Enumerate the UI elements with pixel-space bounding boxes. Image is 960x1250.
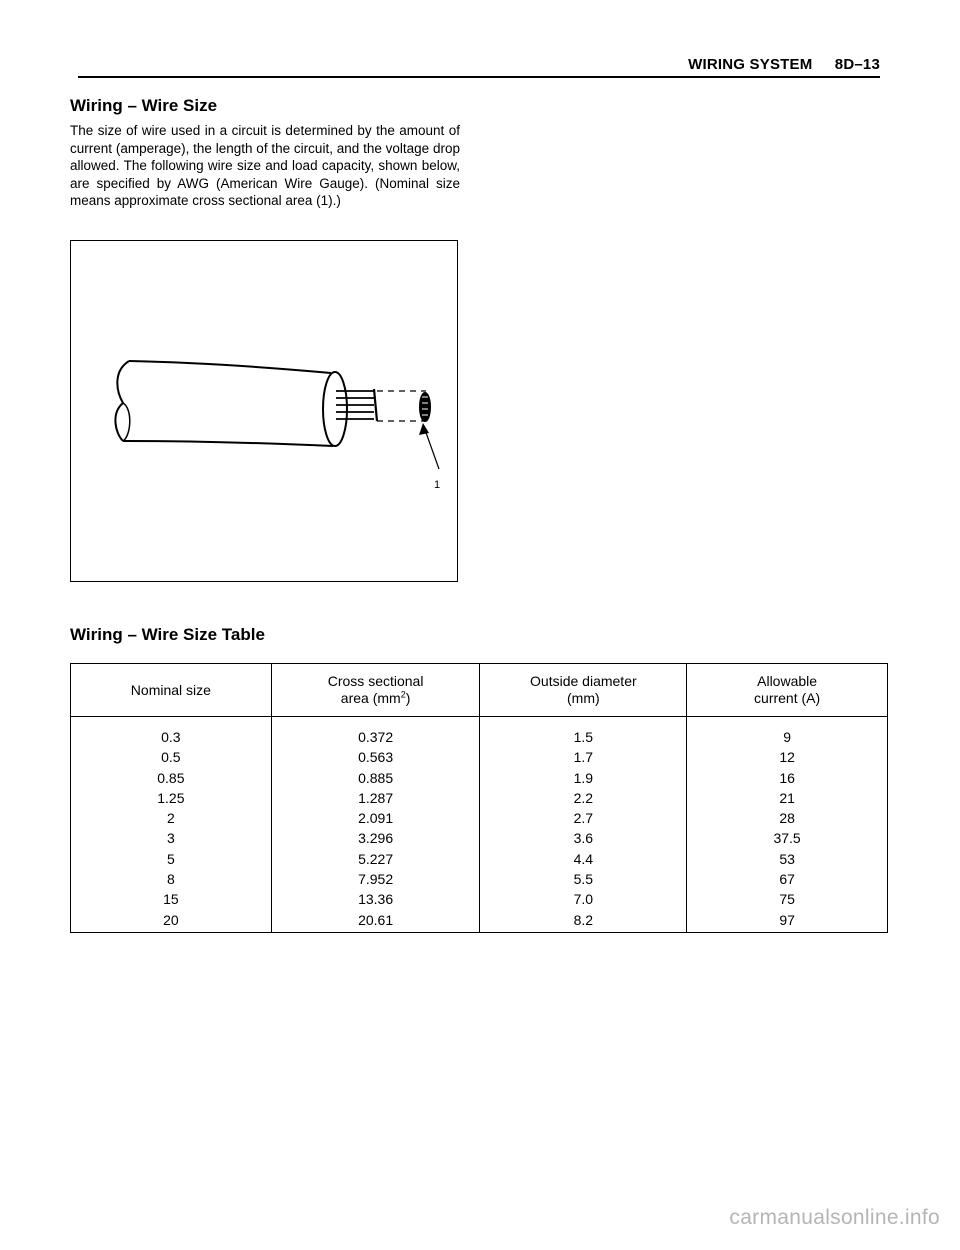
table-cell: 13.36 (358, 891, 394, 908)
column-nominal-size (71, 717, 272, 933)
table-cell: 20.61 (358, 911, 394, 928)
table-cell: 28 (779, 810, 795, 827)
section-title-wire-size-table: Wiring – Wire Size Table (70, 625, 265, 644)
wire-illustration (71, 241, 459, 583)
table-body-row (71, 717, 888, 933)
table-cell: 0.85 (157, 769, 185, 786)
wire-size-table (70, 663, 888, 933)
table-cell: 0.3 (161, 729, 181, 745)
figure-callout-1: 1 (434, 479, 441, 491)
table-cell: 5.5 (573, 871, 594, 888)
column-cross-sectional-area (271, 717, 480, 933)
table-cell: 53 (779, 850, 795, 867)
header-nominal-size: Nominal size (71, 664, 272, 717)
table-cell: 0.5 (161, 749, 181, 766)
table-cell: 4.4 (573, 850, 594, 867)
table-cell: 8.2 (573, 911, 594, 928)
table-cell: 3.6 (573, 830, 594, 847)
column-outside-diameter (480, 717, 687, 933)
table-cell: 1.287 (358, 789, 394, 806)
page-header (78, 56, 880, 78)
table-cell: 0.885 (358, 769, 394, 786)
table-cell: 2.2 (573, 789, 594, 806)
header-page-number: 8D–13 (834, 56, 880, 73)
table-cell: 5 (166, 850, 175, 867)
table-cell: 15 (163, 891, 179, 908)
table-cell: 0.563 (358, 749, 394, 766)
table-cell: 67 (779, 871, 795, 888)
header-outside-diameter: Outside diameter (mm) (480, 664, 687, 717)
watermark: carmanualsonline.info (729, 1206, 940, 1229)
table-cell: 2.091 (358, 810, 394, 827)
header-allowable-current: Allowable current (A) (687, 664, 888, 717)
table-cell: 9 (783, 729, 791, 745)
table-cell: 7.952 (358, 871, 394, 888)
table-cell: 75 (779, 891, 795, 908)
table-cell: 2 (166, 810, 175, 827)
table-cell: 97 (779, 911, 795, 928)
table-cell: 21 (779, 789, 795, 806)
table-cell: 3 (166, 830, 175, 847)
section-body-wire-size: The size of wire used in a circuit is determined by the amount of current (amperage), the length of the circuit, and the voltage drop allowed. The following wire size and load capacity, shown below, are specified by AWG (American Wire Gauge). (Nominal size means approximate cross sectional area (1).) (70, 123, 460, 208)
column-allowable-current (687, 717, 888, 933)
table-cell: 8 (166, 871, 175, 888)
table-cell: 1.5 (573, 729, 594, 745)
header-section: WIRING SYSTEM (688, 56, 813, 73)
table-cell: 1.9 (573, 769, 594, 786)
table-cell: 16 (779, 769, 795, 786)
table-cell: 3.296 (358, 830, 394, 847)
table-header-row (71, 664, 888, 717)
table-cell: 1.7 (573, 749, 594, 766)
table-cell: 5.227 (358, 850, 394, 867)
table-cell: 2.7 (573, 810, 594, 827)
table-cell: 7.0 (573, 891, 594, 908)
wire-cross-section-figure (70, 240, 458, 582)
table-cell: 1.25 (157, 789, 185, 806)
header-cross-sectional-area: Cross sectional area $(mm^2)$ (271, 664, 480, 717)
table-cell: 0.372 (358, 729, 394, 745)
table-cell: 12 (779, 749, 795, 766)
table-cell: 20 (163, 911, 179, 928)
section-title-wire-size: Wiring – Wire Size (70, 96, 218, 115)
table-cell: 37.5 (773, 830, 801, 847)
